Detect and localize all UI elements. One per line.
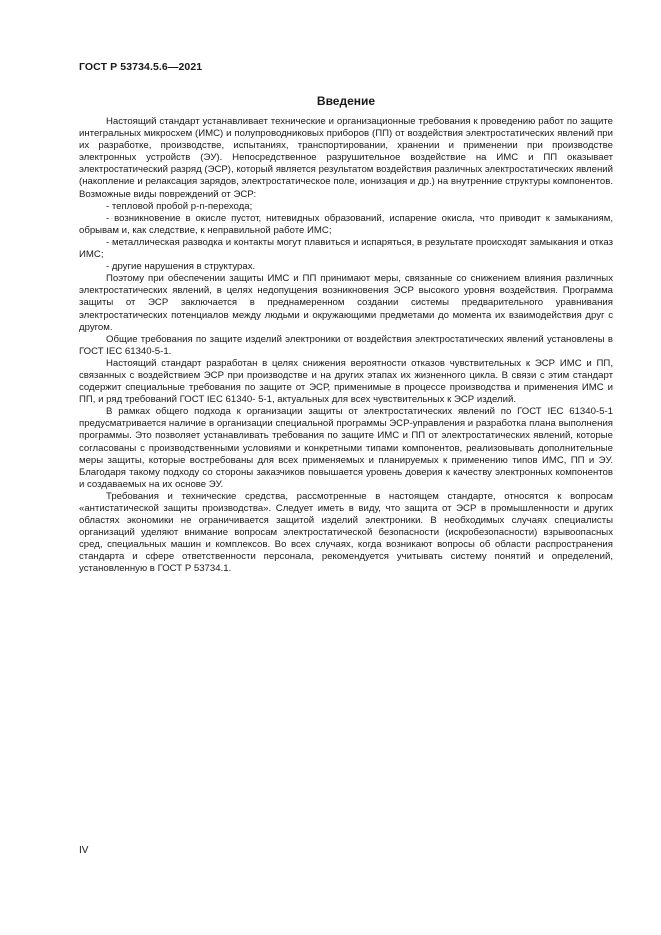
paragraph: Настоящий стандарт устанавливает технические и организационные требования к проведению работ по защите интегральных микросхем (ИМС) и полупроводниковых приборов (ПП) от воздействия электростатических явлений при их разработке, производстве, испытаниях, транспортировании, хранении и применении при производстве электронных устройств (ЭУ). Непосредственное разрушительное воздействие на ИМС и ПП оказывает электростатический разряд (ЭСР), который является результатом воздействия различных электростатических явлений (накопление и релаксация зарядов, электростатическое поле, ионизация и др.) на внутренние структуры компонентов. Возможные виды повреждений от ЭСР: <box>79 116 613 200</box>
section-title: Введение <box>316 94 376 108</box>
list-item: - другие нарушения в структурах. <box>106 261 256 273</box>
paragraph: Требования и технические средства, рассмотренные в настоящем стандарте, относятся к вопросам «антистатической защиты производства». Следует иметь в виду, что защита от ЭСР в промышленности и других областях экономики не ограничивается защитой изделий электроники. В необходимых случаях специалисты организаций уделяют внимание вопросам электростатической безопасности (искробезопасности) взрывоопасных сред, специальных машин и комплексов. Во всех случаях, когда возникают вопросы об области распространения стандарта и сфере ответственности персонала, рекомендуется учитывать систему понятий и определений, установленную в ГОСТ Р 53734.1. <box>79 490 613 575</box>
list-item: - металлическая разводка и контакты могут плавиться и испаряться, в результате происходят замыкания и отказ ИМС; <box>79 236 613 261</box>
document-body <box>79 116 613 576</box>
paragraph: Общие требования по защите изделий электроники от воздействия электростатических явлений установлены в ГОСТ IEC 61340-5-1. <box>79 333 613 357</box>
page-number: IV <box>79 845 89 856</box>
document-standard-code: ГОСТ Р 53734.5.6—2021 <box>79 61 203 73</box>
list-item: - возникновение в окисле пустот, нитевидных образований, испарение окисла, что приводит к замыканиям, обрывам и, как следствие, к неправильной работе ИМС; <box>79 212 613 236</box>
list-item: - тепловой пробой p-n-перехода; <box>106 200 253 212</box>
paragraph: Поэтому при обеспечении защиты ИМС и ПП принимают меры, связанные со снижением влияния различных электростатических явлений, в целях недопущения возникновения ЭСР высокого уровня воздействия. Программа защиты от ЭСР заключается в преднамеренном создании системы предварительного уравнивания электростатических потенциалов между людьми и окружающими предметами до момента их взаимодействия друг с другом. <box>79 273 613 333</box>
paragraph: Настоящий стандарт разработан в целях снижения вероятности отказов чувствительных к ЭСР ИМС и ПП, связанных с воздействием ЭСР при производстве и на других этапах их жизненного цикла. В связи с этим стандарт содержит специальные требования по защите от ЭСР, применимые в процессе производства и применения ИМС и ПП, и ряд требований ГОСТ IEC 61340- 5-1, актуальных для всех чувствительных к ЭСР изделий. <box>79 357 613 406</box>
paragraph: В рамках общего подхода к организации защиты от электростатических явлений по ГОСТ IEC 61340-5-1 предусматривается наличие в организации специальной программы ЭСР-управления и разработка плана выполнения программы. Это позволяет устанавливать требования по защите ИМС и ПП от электростатических явлений, которые согласованы с производственными условиями и конкретными типами компонентов, реализовывать дополнительные меры защиты, которые востребованы для всех применяемых и планируемых к применению типов ИМС, ПП и ЭУ. Благодаря такому подходу со стороны заказчиков повышается уровень доверия к качеству электронных компонентов и создаваемых на их основе ЭУ. <box>79 406 613 490</box>
